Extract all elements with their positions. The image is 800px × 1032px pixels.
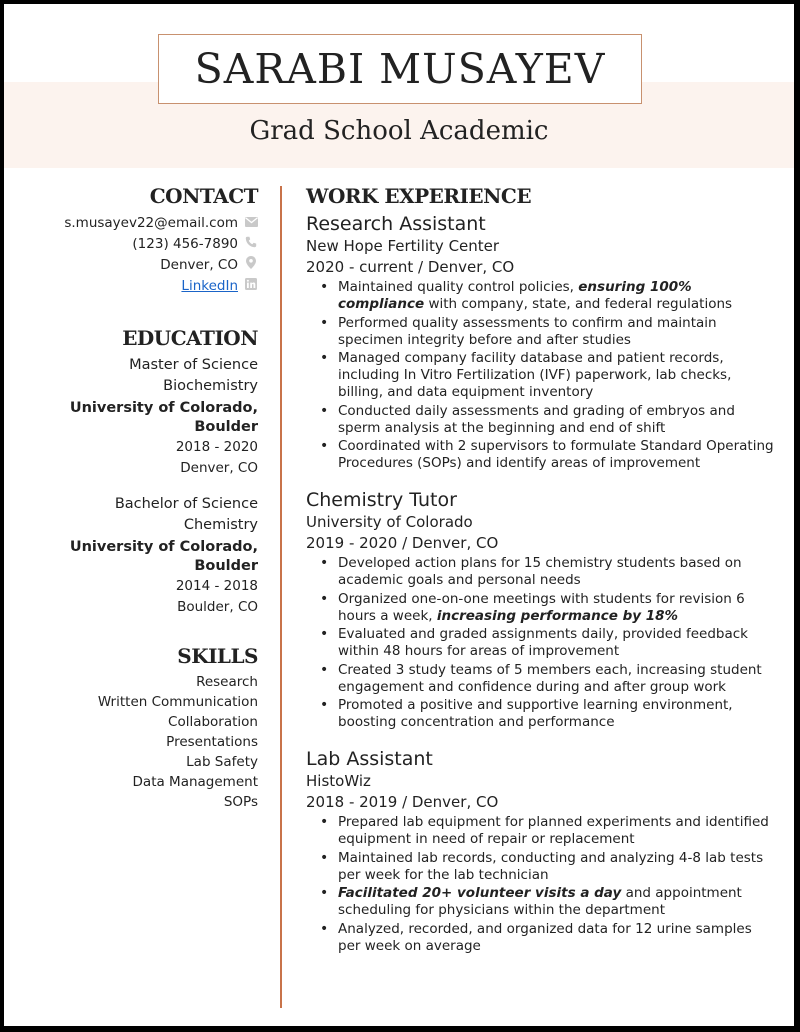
bullet-text: Conducted daily assessments and grading of embryos and sperm analysis at the beginning and end of shift	[338, 402, 735, 436]
bullet-text: and appointment scheduling for physicians within the department	[338, 885, 742, 918]
job-list	[306, 212, 776, 955]
bullet-text: Performed quality assessments to confirm and maintain specimen integrity before and after studies	[338, 314, 717, 348]
column-divider	[280, 186, 282, 1008]
phone-icon	[244, 234, 258, 255]
job-title: Research Assistant	[306, 213, 486, 235]
phone-text: (123) 456-7890	[132, 236, 238, 252]
edu-school-line2: Boulder	[194, 419, 258, 435]
linkedin-link[interactable]: LinkedIn	[181, 278, 238, 294]
bullet-item	[306, 662, 776, 696]
edu-school-line2: Boulder	[194, 558, 258, 574]
job-company: HistoWiz	[306, 772, 371, 790]
bullet-text: Maintained lab records, conducting and analyzing 4-8 lab tests per week for the lab technician	[338, 849, 764, 883]
education-section	[4, 326, 258, 618]
left-column	[4, 184, 258, 812]
bullet-text: Created 3 study teams of 5 members each, increasing student engagement and confidence during and after group work	[338, 661, 762, 695]
skill-item: Presentations	[166, 734, 258, 750]
bullet-text: Promoted a positive and supportive learning environment, boosting concentration and performance	[338, 697, 733, 730]
bullet-text: Organized one-on-one meetings with students for revision 6 hours a week,	[338, 590, 745, 624]
job-dates: 2020 - current / Denver, CO	[306, 258, 515, 276]
job-entry	[306, 747, 776, 955]
skills-heading: SKILLS	[177, 644, 258, 668]
envelope-icon	[244, 213, 258, 234]
bullet-highlight: increasing performance by 18%	[436, 607, 679, 624]
edu-school: University of Colorado,	[69, 539, 258, 555]
candidate-name: SARABI MUSAYEV	[194, 45, 606, 93]
bullet-item	[306, 697, 776, 731]
job-dates: 2018 - 2019 / Denver, CO	[306, 793, 499, 811]
job-title: Chemistry Tutor	[306, 489, 457, 511]
bullet-text: Evaluated and graded assignments daily, provided feedback within 48 hours for areas of improvement	[338, 626, 748, 659]
skill-item: SOPs	[223, 794, 258, 810]
contact-heading: CONTACT	[149, 184, 258, 208]
bullet-text: Managed company facility database and patient records, including In Vitro Fertilization (IVF) paperwork, lab checks, billing, and data equipment inventory	[338, 350, 732, 400]
resume-page	[4, 4, 794, 1026]
contact-location	[4, 255, 258, 276]
bullet-text: Maintained quality control policies,	[338, 279, 579, 295]
bullet-highlight: ensuring 100% compliance	[338, 279, 692, 312]
edu-school: University of Colorado,	[69, 400, 258, 416]
skill-item: Written Communication	[97, 694, 258, 710]
skill-item: Lab Safety	[186, 754, 258, 770]
job-company: University of Colorado	[306, 513, 473, 531]
linkedin-icon	[244, 276, 258, 297]
contact-linkedin[interactable]	[4, 276, 258, 297]
skills-section	[4, 644, 258, 812]
bullet-item	[306, 921, 776, 955]
education-item	[4, 355, 258, 479]
job-title: Lab Assistant	[306, 748, 433, 770]
bullet-item	[306, 850, 776, 884]
bullet-item	[306, 814, 776, 848]
bullet-highlight: Facilitated 20+ volunteer visits a day	[338, 885, 622, 901]
edu-degree: Bachelor of Science	[114, 496, 258, 512]
job-dates: 2019 - 2020 / Denver, CO	[306, 534, 499, 552]
bullet-text: Analyzed, recorded, and organized data for 12 urine samples per week on average	[338, 920, 752, 954]
job-bullets	[306, 279, 776, 472]
edu-field: Chemistry	[183, 517, 258, 533]
bullet-text: with company, state, and federal regulations	[424, 296, 733, 312]
job-entry	[306, 212, 776, 472]
job-company: New Hope Fertility Center	[306, 237, 500, 255]
contact-email[interactable]	[4, 213, 258, 234]
job-entry	[306, 488, 776, 731]
skill-item: Collaboration	[168, 714, 258, 730]
job-bullets	[306, 814, 776, 955]
contact-section	[4, 184, 258, 297]
bullet-text: Prepared lab equipment for planned experiments and identified equipment in need of repair or replacement	[338, 814, 769, 847]
edu-location: Boulder, CO	[177, 599, 258, 615]
bullet-item	[306, 403, 776, 437]
edu-field: Biochemistry	[163, 378, 258, 394]
education-heading: EDUCATION	[122, 326, 258, 350]
bullet-item	[306, 438, 776, 472]
education-item	[4, 494, 258, 618]
name-box	[158, 34, 642, 104]
bullet-item	[306, 315, 776, 349]
bullet-text: Developed action plans for 15 chemistry students based on academic goals and personal needs	[338, 555, 742, 588]
contact-phone	[4, 234, 258, 255]
skill-item: Data Management	[132, 774, 258, 790]
email-text: s.musayev22@email.com	[64, 215, 238, 231]
edu-dates: 2014 - 2018	[175, 578, 258, 594]
bullet-item	[306, 626, 776, 660]
resume-subtitle: Grad School Academic	[249, 116, 549, 146]
bullet-item	[306, 885, 776, 919]
bullet-item	[306, 555, 776, 589]
location-text: Denver, CO	[160, 257, 238, 273]
bullet-item	[306, 279, 776, 313]
work-experience-heading: WORK EXPERIENCE	[306, 184, 532, 208]
edu-dates: 2018 - 2020	[175, 439, 258, 455]
bullet-text: Coordinated with 2 supervisors to formulate Standard Operating Procedures (SOPs) and identify areas of improvement	[338, 438, 774, 471]
right-column	[306, 184, 776, 971]
bullet-item	[306, 591, 776, 625]
map-pin-icon	[244, 255, 258, 276]
edu-location: Denver, CO	[180, 460, 258, 476]
job-bullets	[306, 555, 776, 731]
bullet-item	[306, 350, 776, 401]
edu-degree: Master of Science	[129, 357, 258, 373]
skill-item: Research	[196, 674, 258, 690]
